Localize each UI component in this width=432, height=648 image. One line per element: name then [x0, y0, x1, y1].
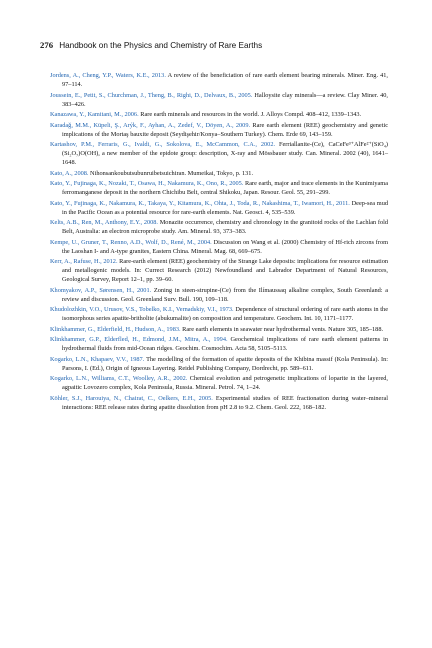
reference-entry: [50, 335, 388, 353]
reference-details: Nihonsankoubutsubunruibetsuichiran. Mumeikai, Tokyo, p. 131.: [88, 169, 254, 177]
reference-details: Deep-sea mud in the Pacific Ocean as a potential resource for rare-earth elements. Nat. Geosci. 4, 535–539.: [62, 199, 388, 216]
reference-entry: [50, 169, 388, 178]
reference-details: Rare earth minerals and resources in the world. J. Alloys Compd. 408–412, 1339–1343.: [138, 111, 362, 118]
reference-authors-link[interactable]: Kogarko, L.N., Williams, C.T., Woolley, A.R., 2002.: [50, 375, 188, 382]
reference-authors-link[interactable]: Kempe, U., Gruner, T., Renno, A.D., Wolf, D., René, M., 2004.: [50, 238, 212, 246]
reference-authors-link[interactable]: Köhler, S.J., Harouiya, N., Chairat, C., Oelkers, E.H., 2005.: [50, 394, 213, 402]
reference-entry: [50, 355, 388, 373]
reference-entry: [50, 325, 388, 334]
running-header: [40, 40, 392, 51]
reference-authors-link[interactable]: Kato, Y., Fujinaga, K., Nozaki, T., Osawa, H., Nakamura, K., Ono, R., 2005.: [50, 180, 244, 187]
reference-details: Zoning in steen-strupine-(Ce) from the Ilímaussaq alkaline complex, South Greenland: a review and discussion. Geol. Greenland Surv. Bull. 190, 109–118.: [62, 286, 388, 303]
reference-entry: [50, 218, 388, 236]
reference-entry: [50, 305, 388, 323]
book-title: Handbook on the Physics and Chemistry of Rare Earths: [59, 41, 263, 50]
reference-authors-link[interactable]: Karadağ, M.M., Küpeli, Ş., Arýk, F., Ayhan, A., Zedef, V., Döyen, A., 2009.: [50, 121, 251, 129]
reference-entry: [50, 71, 388, 89]
reference-authors-link[interactable]: Klinkhammer, G., Elderfield, H., Hudson, A., 1983.: [50, 325, 181, 333]
reference-authors-link[interactable]: Khudolozhkin, V.O., Urusov, V.S., Tobelko, K.I., Vernadskiy, V.I., 1973.: [50, 306, 234, 313]
reference-authors-link[interactable]: Kelts, A.B., Ren, M., Anthony, E.Y., 2008.: [50, 219, 158, 226]
reference-entry: [50, 286, 388, 304]
reference-entry: [50, 121, 388, 139]
reference-authors-link[interactable]: Joussein, E., Petit, S., Churchman, J., Theng, B., Righi, D., Delvaux, B., 2005.: [50, 91, 253, 99]
reference-details: The modelling of the formation of apatite deposits of the Khibina massif (Kola Peninsula). In: Parsons, I. (Ed.), Origin of Igneous Layering. Reidel Publishing Company, Dordrecht, pp. 589–611.: [62, 355, 389, 372]
reference-authors-link[interactable]: Khomyakov, A.P., Sørensen, H., 2001.: [50, 286, 152, 294]
reference-entry: [50, 238, 388, 256]
reference-details: Rare-earth element (REE) geochemistry of the Strange Lake deposits: implications for resource estimation and metallogenic models. In: Currect Research (2012) Newfoundland and Labrador Department of Natural Resources, Geological Survey, Report 12–1, pp. 39–60.: [62, 258, 388, 283]
reference-details: Rare earth element (REE) geochemistry and genetic implications of the Mortaş bauxite deposit (Seydişehir/Konya–Southern Turkey). Chem. Erde 69, 143–159.: [62, 121, 389, 138]
reference-entry: [50, 140, 388, 167]
reference-details: Ferriallanite-(Ce), CaCeFe³⁺AlFe²⁺(SiO₄)(Si₂O₇)O(OH), a new member of the epidote group: description, X-ray and Mössbauer study. Can. Mineral. 2002 (40), 1641–1648.: [62, 141, 388, 166]
reference-details: Halloysite clay minerals—a review. Clay Miner. 40, 383–426.: [62, 91, 388, 108]
reference-entry: [50, 110, 388, 119]
reference-details: Monazite occurrence, chemistry and chronology in the granitoid rocks of the Lachlan fold Belt, Australia: an electron microprobe study. Am. Mineral. 93, 373–383.: [62, 219, 389, 235]
reference-details: Chemical evolution and petrogenetic implications of loparite in the layered, agpaitic Lovozero complex, Kola Peninsula, Russia. Mineral. Petrol. 74, 1–24.: [62, 375, 388, 391]
reference-authors-link[interactable]: Kato, A., 2008.: [50, 169, 89, 177]
reference-authors-link[interactable]: Kato, Y., Fujinaga, K., Nakamura, K., Takaya, Y., Kitamura, K., Ohta, J., Toda, R., Nakashima, T., Iwamori, H., 2011.: [50, 199, 350, 207]
reference-authors-link[interactable]: Kanazawa, Y., Kamitani, M., 2006.: [50, 111, 139, 118]
reference-authors-link[interactable]: Kerr, A., Rafuse, H., 2012.: [50, 258, 118, 265]
reference-entry: [50, 199, 388, 217]
reference-details: Rare earth, major and trace elements in the Kunimiyama ferromanganese deposit in the northern Chichibu Belt, central Shikoku, Japan. Resour. Geol. 55, 291–299.: [62, 180, 388, 196]
reference-details: Rare earth elements in seawater near hydrothermal vents. Nature 305, 185–188.: [180, 325, 384, 333]
reference-authors-link[interactable]: Kartashov, P.M., Ferraris, G., Ivaldi, G., Sokolova, E., McCammon, C.A., 2002.: [50, 141, 276, 148]
reference-details: A review of the beneficiation of rare earth element bearing minerals. Miner. Eng. 41, 97–114.: [62, 72, 388, 88]
reference-entry: [50, 394, 388, 412]
page-number: 276: [40, 40, 54, 50]
reference-authors-link[interactable]: Kogarko, L.N., Khapaev, V.V., 1987.: [50, 355, 145, 363]
reference-entry: [50, 374, 388, 392]
reference-entry: [50, 179, 388, 197]
reference-entry: [50, 91, 388, 109]
reference-details: Geochemical implications of rare earth element patterns in hydrothermal fluids from mid-Ocean ridges. Geochim. Cosmochim. Acta 58, 5105–5113.: [62, 336, 388, 352]
reference-authors-link[interactable]: Klinkhammer, G.P., Elderfled, H., Edmond, J.M., Mitra, A., 1994.: [50, 336, 228, 343]
reference-details: Discussion on Wang et al. (2000) Chemistry of Hf-rich zircons from the Laoshan I- and A-type granites, Eastern China. Mineral. Mag. 68, 669–675.: [62, 238, 388, 255]
reference-details: Experimental studies of REE fractionation during water–mineral interactions: REE release rates during apatite dissolution from pH 2.8 to 9.2. Chem. Geol. 222, 168–182.: [62, 394, 388, 411]
reference-list: [50, 71, 388, 413]
reference-authors-link[interactable]: Jordens, A., Cheng, Y.P., Waters, K.E., 2013.: [50, 72, 166, 79]
reference-details: Dependence of structural ordering of rare earth atoms in the isomorphous series apatite-britholite (abukumalite) on composition and temperature. Geochem. Int. 10, 1171–1177.: [62, 306, 388, 322]
reference-entry: [50, 257, 388, 284]
